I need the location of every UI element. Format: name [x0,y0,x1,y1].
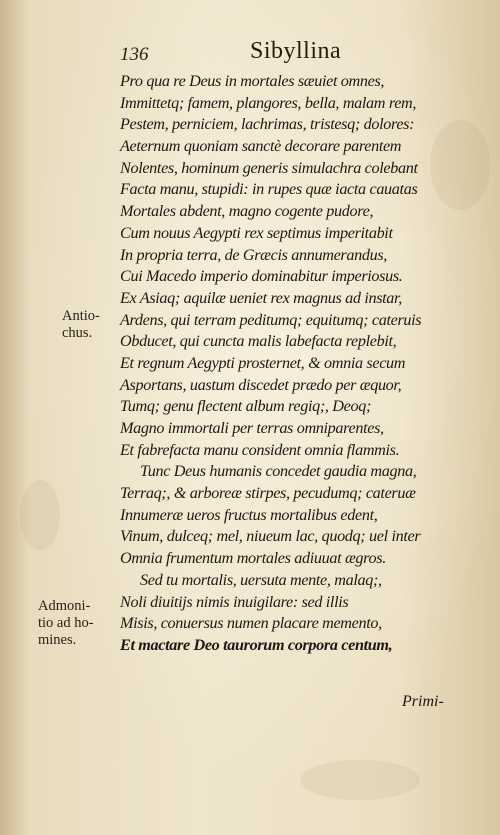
verse-line: Nolentes, hominum generis simulachra colebant [120,158,418,177]
margin-note-antiochus [62,308,100,342]
verse-line: Tumq; genu flectent album regiq;, Deoq; [120,397,371,416]
verse-line: Vinum, dulceq; mel, niueum lac, quodq; uel inter [120,527,421,546]
verse-line: Omnia frumentum mortales adiuuat ægros. [120,549,386,568]
margin-note-line: Admoni- [38,598,91,614]
verse-line: Et fabrefacta manu consident omnia flammis. [120,440,400,459]
catchword: Primi- [402,693,444,710]
verse-line: Cum nouus Aegypti rex septimus imperitabit [120,223,393,242]
verse-line: Pestem, perniciem, lachrimas, tristesq; dolores: [120,115,415,134]
margin-note-line: tio ad ho- [38,615,94,631]
verse-line: Obducet, qui cuncta malis labefacta replebit, [120,332,397,351]
verse-line: Cui Macedo imperio dominabitur imperiosus. [120,267,403,286]
running-head [0,38,500,68]
verse-line: Mortales abdent, magno cogente pudore, [120,202,374,221]
verse-line: Pro qua re Deus in mortales sæuiet omnes, [120,72,385,90]
verse-line: Ardens, qui terram peditumq; equitumq; cateruis [120,310,422,329]
verse-block [120,71,470,657]
paper-stain [20,480,60,550]
verse-line: Et mactare Deo taurorum corpora centum, [120,635,393,654]
verse-line: Terraq;, & arboreæ stirpes, pecudumq; cateruæ [120,484,416,503]
verse-line: In propria terra, de Græcis annumerandus, [120,245,387,264]
verse-line: Noli diuitijs nimis inuigilare: sed illis [120,592,349,611]
paper-stain [300,760,420,800]
margin-note-admonitio [38,598,94,649]
verse-line: Innumeræ ueros fructus mortalibus edent, [120,505,378,524]
margin-note-line: mines. [38,632,77,648]
verse-line: Facta manu, stupidi: in rupes quæ iacta cauatas [120,180,418,199]
margin-note-line: chus. [62,325,93,341]
verse-line: Immittetq; famem, plangores, bella, malam rem, [120,93,417,112]
verse-line: Magno immortali per terras omniparentes, [120,419,384,437]
verse-line: Asportans, uastum discedet prædo per æquor, [120,375,402,394]
verse-line: Tunc Deus humanis concedet gaudia magna, [140,462,417,481]
verse-line: Et regnum Aegypti prosternet, & omnia secum [120,353,406,372]
verse-line: Aeternum quoniam sanctè decorare parentem [120,137,402,156]
verse-line: Sed tu mortalis, uersuta mente, malaq;, [140,570,382,589]
margin-note-line: Antio- [62,308,100,324]
running-title: Sibyllina [250,38,342,64]
verse-line: Misis, conuersus numen placare memento, [120,614,382,633]
verse-line: Ex Asiaq; aquilæ ueniet rex magnus ad instar, [120,288,402,307]
page-number: 136 [120,44,149,65]
